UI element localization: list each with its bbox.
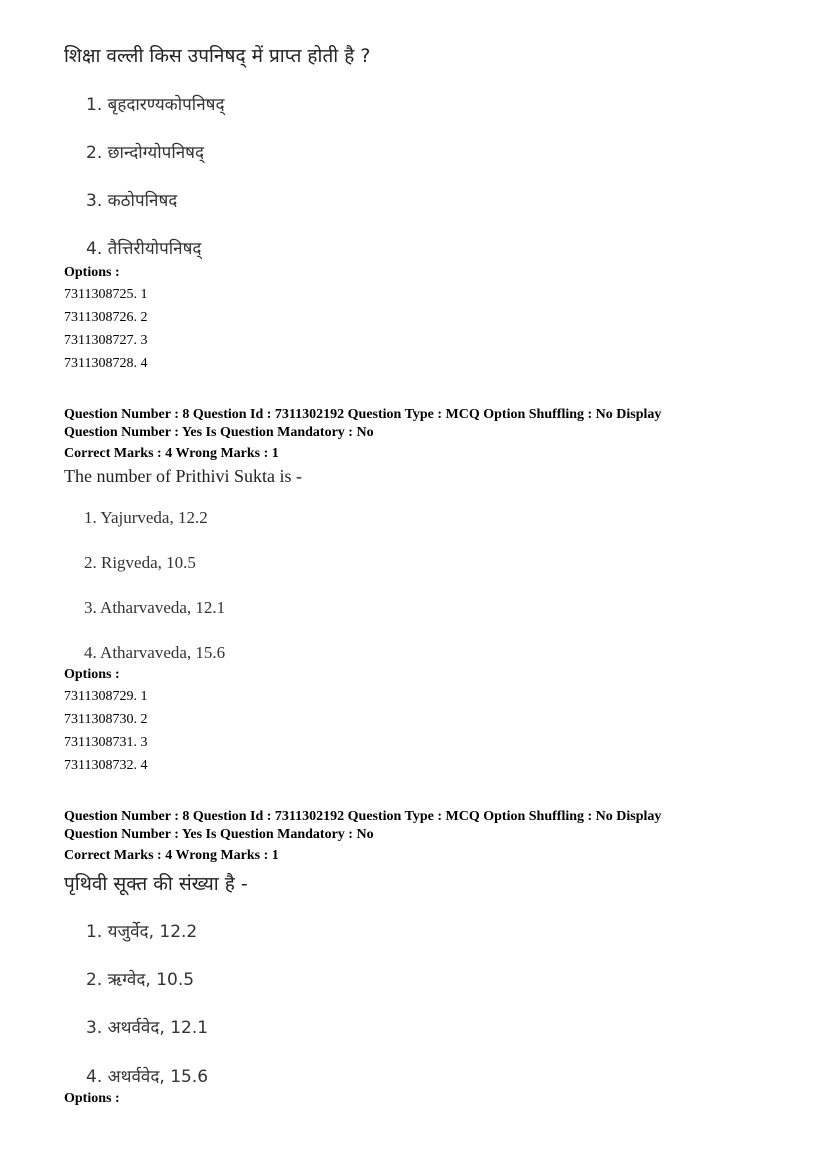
- marks-line: Correct Marks : 4 Wrong Marks : 1: [64, 848, 279, 863]
- option-item: 7311308728. 4: [64, 356, 148, 371]
- choice-1: 1. यजुर्वेद, 12.2: [86, 922, 198, 942]
- question-meta-line-1: Question Number : 8 Question Id : 7311302192 Question Type : MCQ Option Shuffling : No Display: [64, 809, 662, 824]
- option-item: 7311308730. 2: [64, 712, 148, 727]
- question-text: पृथिवी सूक्त की संख्या है -: [64, 873, 248, 895]
- choice-1: 1. Yajurveda, 12.2: [84, 508, 208, 527]
- question-text: शिक्षा वल्ली किस उपनिषद् में प्राप्त होती है ?: [64, 45, 371, 67]
- question-meta-line-2: Question Number : Yes Is Question Mandatory : No: [64, 425, 374, 440]
- choice-4: 4. अथर्ववेद, 15.6: [86, 1067, 209, 1087]
- choice-3: 3. कठोपनिषद: [86, 191, 178, 211]
- options-label: Options :: [64, 1091, 120, 1106]
- choice-2: 2. छान्दोग्योपनिषद्: [86, 143, 205, 163]
- question-meta-line-2: Question Number : Yes Is Question Mandatory : No: [64, 827, 374, 842]
- options-label: Options :: [64, 667, 120, 682]
- question-text: The number of Prithivi Sukta is -: [64, 466, 302, 486]
- choice-3: 3. अथर्ववेद, 12.1: [86, 1018, 209, 1038]
- question-meta-line-1: Question Number : 8 Question Id : 7311302192 Question Type : MCQ Option Shuffling : No Display: [64, 407, 662, 422]
- choice-1: 1. बृहदारण्यकोपनिषद्: [86, 95, 225, 115]
- choice-4: 4. Atharvaveda, 15.6: [84, 643, 226, 662]
- option-item: 7311308727. 3: [64, 333, 148, 348]
- option-item: 7311308726. 2: [64, 310, 148, 325]
- option-item: 7311308725. 1: [64, 287, 148, 302]
- option-item: 7311308731. 3: [64, 735, 148, 750]
- choice-3: 3. Atharvaveda, 12.1: [84, 598, 226, 617]
- marks-line: Correct Marks : 4 Wrong Marks : 1: [64, 446, 279, 461]
- choice-4: 4. तैत्तिरीयोपनिषद्: [86, 239, 202, 259]
- option-item: 7311308729. 1: [64, 689, 148, 704]
- choice-2: 2. ऋग्वेद, 10.5: [86, 970, 195, 990]
- choice-2: 2. Rigveda, 10.5: [84, 553, 196, 572]
- options-label: Options :: [64, 265, 120, 280]
- option-item: 7311308732. 4: [64, 758, 148, 773]
